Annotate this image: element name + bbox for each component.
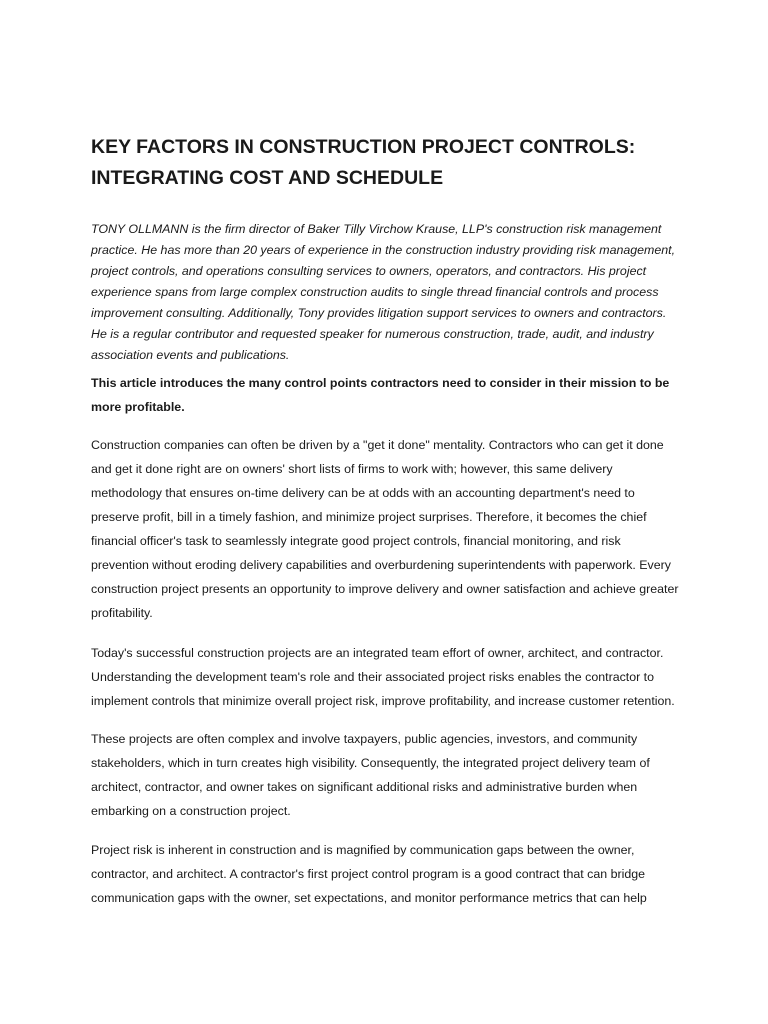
paragraph-line: Understanding the development team's role and their associated project risks enables the contractor to: [91, 670, 655, 684]
paragraph-line: Project risk is inherent in construction and is magnified by communication gaps between the owner,: [91, 843, 635, 857]
body-paragraph-4: [91, 838, 711, 910]
paragraph-line: preserve profit, bill in a timely fashion, and minimize project surprises. Therefore, it becomes the chief: [91, 510, 647, 524]
bio-line: improvement consulting. Additionally, Tony provides litigation support services to owners and contractors.: [91, 306, 667, 320]
body-paragraph-1: [91, 433, 711, 625]
bio-line: TONY OLLMANN is the firm director of Baker Tilly Virchow Krause, LLP's construction risk management: [91, 222, 662, 236]
intro-line: This article introduces the many control points contractors need to consider in their mission to be: [91, 376, 670, 390]
body-paragraph-3: [91, 727, 711, 823]
title-line: KEY FACTORS IN CONSTRUCTION PROJECT CONTROLS:: [91, 136, 636, 158]
paragraph-line: and get it done right are on owners' short lists of firms to work with; however, this same delivery: [91, 462, 613, 476]
article-title: [91, 132, 711, 194]
paragraph-line: construction project presents an opportunity to improve delivery and owner satisfaction and achieve greater: [91, 582, 679, 596]
paragraph-line: financial officer's task to seamlessly integrate good project controls, financial monitoring, and risk: [91, 534, 621, 548]
bio-line: project controls, and operations consulting services to owners, operators, and contractors. His project: [91, 264, 647, 278]
author-bio: [91, 219, 711, 366]
paragraph-line: communication gaps with the owner, set expectations, and monitor performance metrics that can help: [91, 891, 647, 905]
paragraph-line: implement controls that minimize overall project risk, improve profitability, and increase customer retention.: [91, 694, 675, 708]
paragraph-line: Construction companies can often be driven by a "get it done" mentality. Contractors who can get it done: [91, 438, 664, 452]
intro-line: more profitable.: [91, 400, 185, 414]
body-paragraph-2: [91, 641, 711, 713]
paragraph-line: Today's successful construction projects are an integrated team effort of owner, architect, and contractor.: [91, 646, 664, 660]
paragraph-line: embarking on a construction project.: [91, 804, 291, 818]
bio-line: He is a regular contributor and requested speaker for numerous construction, trade, audit, and industry: [91, 327, 654, 341]
paragraph-line: profitability.: [91, 606, 153, 620]
paragraph-line: methodology that ensures on-time delivery can be at odds with an accounting department's need to: [91, 486, 635, 500]
article-intro: [91, 371, 711, 419]
bio-line: practice. He has more than 20 years of experience in the construction industry providing risk management,: [91, 243, 676, 257]
bio-line: association events and publications.: [91, 348, 290, 362]
paragraph-line: contractor, and architect. A contractor's first project control program is a good contract that can bridge: [91, 867, 646, 881]
title-line: INTEGRATING COST AND SCHEDULE: [91, 167, 444, 189]
paragraph-line: prevention without eroding delivery capabilities and overburdening superintendents with paperwork. Every: [91, 558, 671, 572]
paragraph-line: These projects are often complex and involve taxpayers, public agencies, investors, and community: [91, 732, 638, 746]
paragraph-line: architect, contractor, and owner takes on significant additional risks and administrative burden when: [91, 780, 638, 794]
bio-line: experience spans from large complex construction audits to single thread financial controls and process: [91, 285, 659, 299]
paragraph-line: stakeholders, which in turn creates high visibility. Consequently, the integrated project delivery team of: [91, 756, 650, 770]
